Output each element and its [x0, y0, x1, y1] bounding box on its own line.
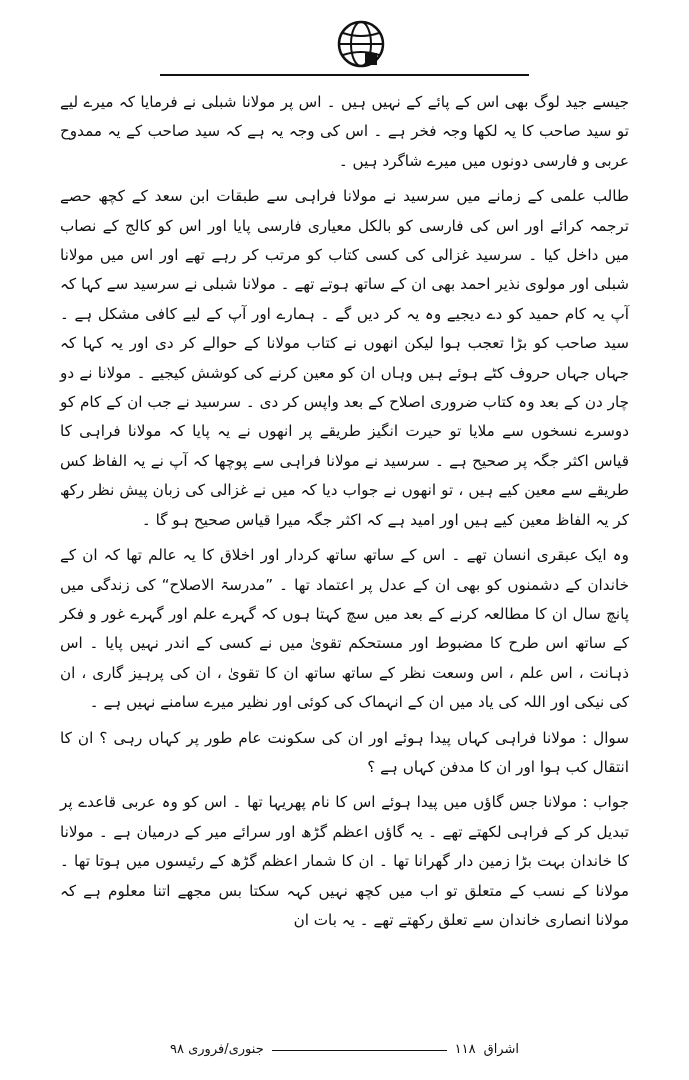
interview-answer: جواب : مولانا جس گاؤں میں پیدا ہوئے اس کا نام پھریہا تھا ۔ اس کو وہ عربی قاعدے پر تبدیل کر کے فراہی لکھتے تھے ۔ یہ گاؤں اعظم گڑھ اور سرائے میر کے درمیان ہے ۔ مولانا کا خاندان بہت بڑا زمین دار گھرانا تھا ۔ ان کا شمار اعظم گڑھ کے رئیسوں میں ہوتا تھا ۔ مولانا کے نسب کے متعلق تو اب میں کچھ نہیں کہہ سکتا بس مجھے اتنا معلوم ہے کہ مولانا انصاری خاندان سے تعلق رکھتے تھے ۔ یہ بات ان — [60, 793, 629, 929]
header-rule — [160, 74, 529, 76]
paragraph: وہ ایک عبقری انسان تھے ۔ اس کے ساتھ ساتھ کردار اور اخلاق کا یہ عالم تھا کہ ان کے خاندان کے دشمنوں کو بھی ان کے عدل پر اعتماد تھا ۔ ”مدرسۃ الاصلاح“ کی زندگی میں پانچ سال ان کا مطالعہ کرنے کے بعد میں سچ کہتا ہوں کہ گہرے علم اور گہرے غور و فکر کے ساتھ اس طرح کا مضبوط اور مستحکم تقویٰ میں نے کسی کے اندر نہیں پایا ۔ اس ذہانت ، اس علم ، اس وسعت نظر کے ساتھ ساتھ ان کا تقویٰ ، ان کی پرہیز گاری ، ان کی نیکی اور اللہ کی یاد میں ان کے انہماک کی کوئی اور نظیر میرے سامنے نہیں ہے ۔ — [60, 546, 629, 712]
paragraph: جیسے جید لوگ بھی اس کے پائے کے نہیں ہیں ۔ اس پر مولانا شبلی نے فرمایا کہ میرے لیے تو سید صاحب کا یہ لکھا وجہ فخر ہے ۔ اس کی وجہ یہ ہے کہ سید صاحب کے یہ ممدوح عربی و فارسی دونوں میں میرے شاگرد ہیں ۔ — [60, 93, 629, 170]
page-number: ۱۱۸ — [454, 1042, 476, 1057]
journal-name: اشراق — [483, 1042, 519, 1057]
interview-question: سوال : مولانا فراہی کہاں پیدا ہوئے اور ان کی سکونت عام طور پر کہاں رہی ؟ ان کا انتقال کب ہوا اور ان کا مدفن کہاں ہے ؟ — [60, 728, 629, 776]
article-body — [60, 88, 629, 941]
footer-rule — [272, 1050, 447, 1051]
issue-date: جنوری/فروری ۹۸ — [170, 1042, 264, 1057]
paragraph: طالب علمی کے زمانے میں سرسید نے مولانا فراہی سے طبقات ابن سعد کے کچھ حصے ترجمہ کرائے اور اس کی فارسی کو بالکل معیاری فارسی پایا اور اس کو کالج کے نصاب میں داخل کیا ۔ سرسید غزالی کی کسی کتاب کو مرتب کر رہے تھے اور اس میں مولانا شبلی اور مولوی نذیر احمد بھی ان کے ساتھ ہوتے تھے ۔ مولانا شبلی نے سرسید سے کہا کہ آپ یہ کام حمید کو دے دیجیے وہ یہ کر دیں گے ۔ ہمارے اور آپ کے لیے کافی مشکل ہے ۔ سید صاحب کو بڑا تعجب ہوا لیکن انھوں نے کتاب مولانا کے حوالے کر دی اور یہ کہا کہ جہاں جہاں حروف کٹے ہوئے ہیں وہاں ان کو معین کرنے کی کوشش کیجیے ۔ مولانا نے دو چار دن کے بعد وہ کتاب ضروری اصلاح کے بعد واپس کر دی ۔ سرسید نے جب ان کے کام کو دوسرے نسخوں سے ملایا تو حیرت انگیز طریقے پر انھوں نے یہ پایا کہ مولانا فراہی کا قیاس اکثر جگہ پر صحیح ہے ۔ سرسید نے مولانا فراہی سے پوچھا کہ آپ نے یہ الفاظ کس طریقے سے معین کیے ہیں ، تو انھوں نے جواب دیا کہ میں نے غزالی کی زبان پیش نظر رکھ کر یہ الفاظ معین کیے ہیں اور امید ہے کہ اکثر جگہ میرا قیاس صحیح ہو گا ۔ — [60, 187, 629, 529]
page-footer — [170, 1042, 519, 1057]
globe-emblem-icon — [335, 18, 387, 70]
